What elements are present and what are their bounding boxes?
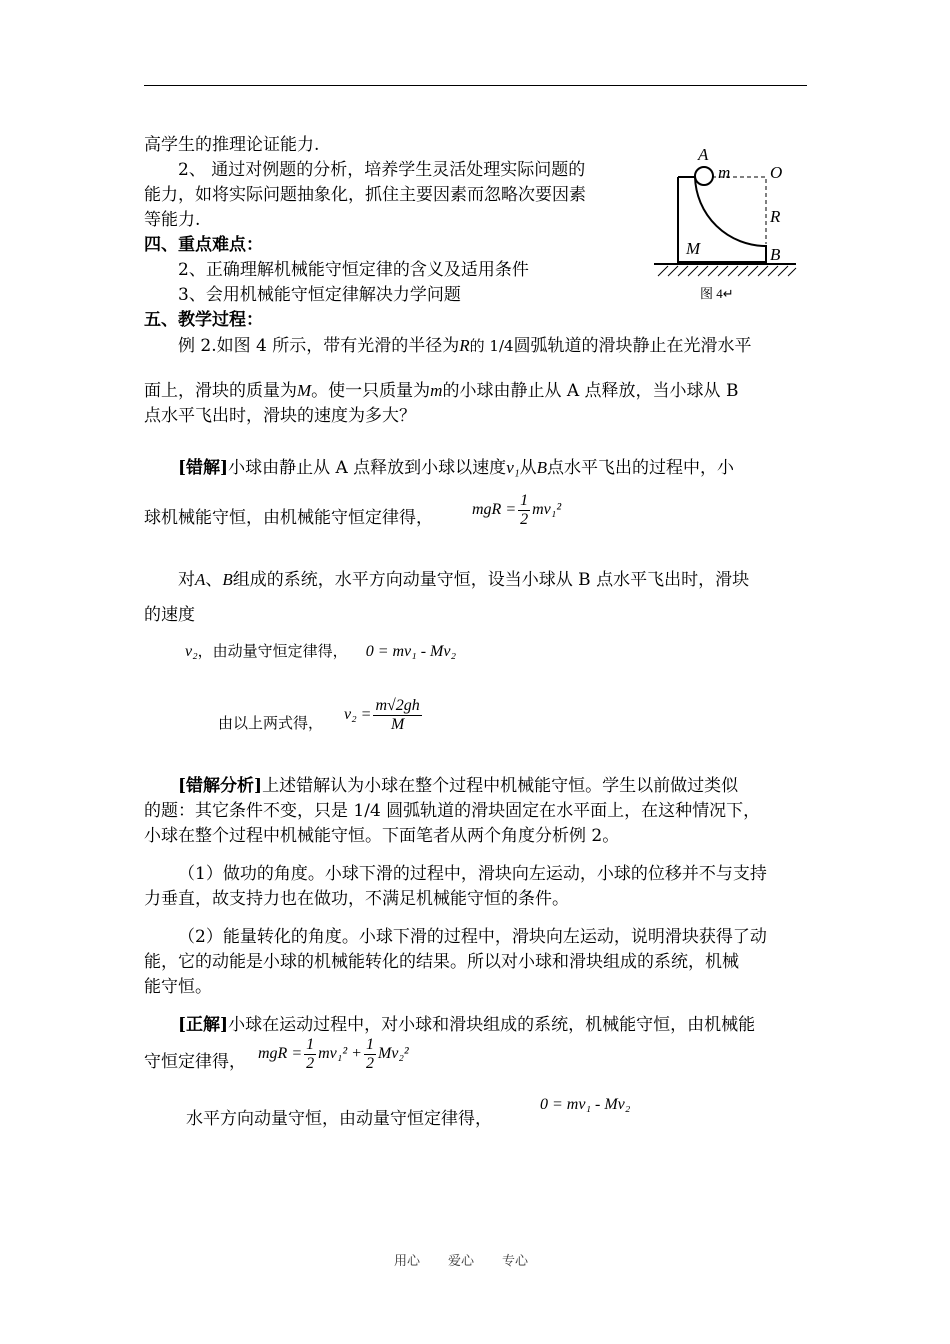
correct-solution-line-1: [正解]小球在运动过程中，对小球和滑块组成的系统，机械能守恒，由机械能	[178, 1015, 756, 1035]
section-heading-5: 五、教学过程：	[144, 310, 263, 330]
page-footer	[380, 1250, 542, 1269]
system-line-2: 的速度	[144, 605, 195, 625]
wrong-solution-line-1: [错解]小球由静止从 A 点释放到小球以速度v₁从B点水平飞出的过程中，小	[178, 458, 735, 478]
footer-item: 用心	[394, 1254, 421, 1269]
text-line: 高学生的推理论证能力.	[144, 135, 320, 155]
quarter-arc-track	[695, 177, 766, 246]
formula-energy-correct: mgR = $\frac{1}{2}$ mv₁² + $\frac{1}{2}$ Mv₂²	[258, 1036, 409, 1072]
correct-momentum-line: 水平方向动量守恒，由动量守恒定律得，	[186, 1109, 492, 1129]
text-line: 3、会用机械能守恒定律解决力学问题	[178, 285, 461, 305]
fig-label-O: O	[770, 163, 783, 182]
radius-dashed-line	[712, 177, 766, 244]
fig-label-A: A	[698, 145, 709, 164]
analysis-line-3: 小球在整个过程中机械能守恒。下面笔者从两个角度分析例 2。	[144, 826, 620, 846]
ball	[695, 167, 713, 185]
angle-1-line-2: 力垂直，故支持力也在做功，不满足机械能守恒的条件。	[144, 889, 569, 909]
fig-label-m: m	[718, 163, 731, 182]
analysis-line-1: [错解分析]上述错解认为小球在整个过程中机械能守恒。学生以前做过类似	[178, 776, 739, 796]
result-line: 由以上两式得，	[218, 714, 324, 732]
wrong-solution-line-2: 球机械能守恒，由机械能守恒定律得，	[144, 508, 433, 528]
formula-momentum-correct: 0 = mv₁ - Mv₂	[540, 1096, 631, 1113]
example-line-1: 例 2.如图 4 所示，带有光滑的半径为R的 1/4圆弧轨道的滑块静止在光滑水平	[178, 336, 752, 356]
text-line: 2、正确理解机械能守恒定律的含义及适用条件	[178, 260, 529, 280]
header-rule	[144, 85, 807, 86]
fig-caption: 图 4↵	[700, 286, 734, 301]
text-line: 2、 通过对例题的分析，培养学生灵活处理实际问题的	[178, 160, 586, 180]
momentum-line: v₂，由动量守恒定律得， 0 = mv₁ - Mv₂	[185, 642, 457, 660]
angle-2-line-3: 能守恒。	[144, 977, 212, 997]
angle-1-line-1: （1）做功的角度。小球下滑的过程中，滑块向左运动，小球的位移并不与支持	[178, 864, 767, 884]
formula-energy-wrong: mgR = $\frac{1}{2}$ mv₁²	[472, 492, 562, 528]
example-line-3: 点水平飞出时，滑块的速度为多大？	[144, 406, 416, 426]
section-heading-4: 四、重点难点：	[144, 235, 263, 255]
footer-item: 爱心	[448, 1254, 475, 1269]
ground-hatching	[658, 266, 796, 276]
system-line-1: 对A、B组成的系统，水平方向动量守恒，设当小球从 B 点水平飞出时，滑块	[178, 570, 750, 590]
fig-label-R: R	[770, 207, 781, 226]
footer-item: 专心	[502, 1254, 529, 1269]
angle-2-line-2: 能，它的动能是小球的机械能转化的结果。所以对小球和滑块组成的系统，机械	[144, 952, 739, 972]
fig-label-M: M	[686, 239, 701, 258]
fig-label-B: B	[770, 245, 781, 264]
angle-2-line-1: （2）能量转化的角度。小球下滑的过程中，滑块向左运动，说明滑块获得了动	[178, 927, 767, 947]
figure-4-diagram	[650, 140, 810, 310]
text-line: 能力，如将实际问题抽象化，抓住主要因素而忽略次要因素	[144, 185, 586, 205]
correct-solution-line-2: 守恒定律得，	[144, 1052, 246, 1072]
example-line-2: 面上，滑块的质量为M。使一只质量为m的小球由静止从 A 点释放，当小球从 B	[144, 381, 739, 401]
formula-v2-wrong: v₂ = $\frac{m√2gh}{M}$	[344, 697, 420, 733]
text-line: 等能力.	[144, 210, 201, 230]
analysis-line-2: 的题：其它条件不变，只是 1/4 圆弧轨道的滑块固定在水平面上，在这种情况下，	[144, 801, 761, 821]
